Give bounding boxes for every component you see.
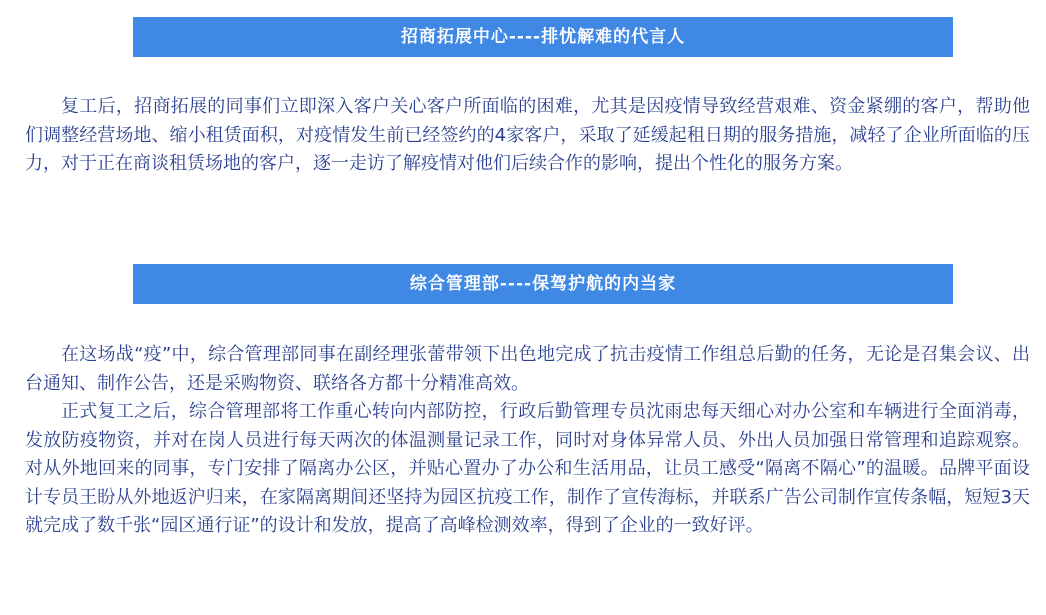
- section-body-investment-center: [25, 93, 1030, 179]
- section-banner-investment-center: 招商拓展中心----排忧解难的代言人: [133, 17, 953, 57]
- section-body-management-dept: [25, 341, 1030, 541]
- paragraph: 复工后，招商拓展的同事们立即深入客户关心客户所面临的困难，尤其是因疫情导致经营艰难、资金紧绷的客户，帮助他们调整经营场地、缩小租赁面积，对疫情发生前已经签约的4家客户，采取了延缓起租日期的服务措施，减轻了企业所面临的压力，对于正在商谈租赁场地的客户，逐一走访了解疫情对他们后续合作的影响，提出个性化的服务方案。: [25, 96, 1030, 174]
- paragraph: 正式复工之后，综合管理部将工作重心转向内部防控，行政后勤管理专员沈雨忠每天细心对办公室和车辆进行全面消毒，发放防疫物资，并对在岗人员进行每天两次的体温测量记录工作，同时对身体异常人员、外出人员加强日常管理和追踪观察。对从外地回来的同事，专门安排了隔离办公区，并贴心置办了办公和生活用品，让员工感受“隔离不隔心”的温暖。品牌平面设计专员王盼从外地返沪归来，在家隔离期间还坚持为园区抗疫工作，制作了宣传海标，并联系广告公司制作宣传条幅，短短3天就完成了数千张“园区通行证”的设计和发放，提高了高峰检测效率，得到了企业的一致好评。: [25, 401, 1030, 536]
- paragraph: 在这场战“疫”中，综合管理部同事在副经理张蕾带领下出色地完成了抗击疫情工作组总后勤的任务，无论是召集会议、出台通知、制作公告，还是采购物资、联络各方都十分精准高效。: [25, 344, 1030, 394]
- section-banner-management-dept: 综合管理部----保驾护航的内当家: [133, 264, 953, 304]
